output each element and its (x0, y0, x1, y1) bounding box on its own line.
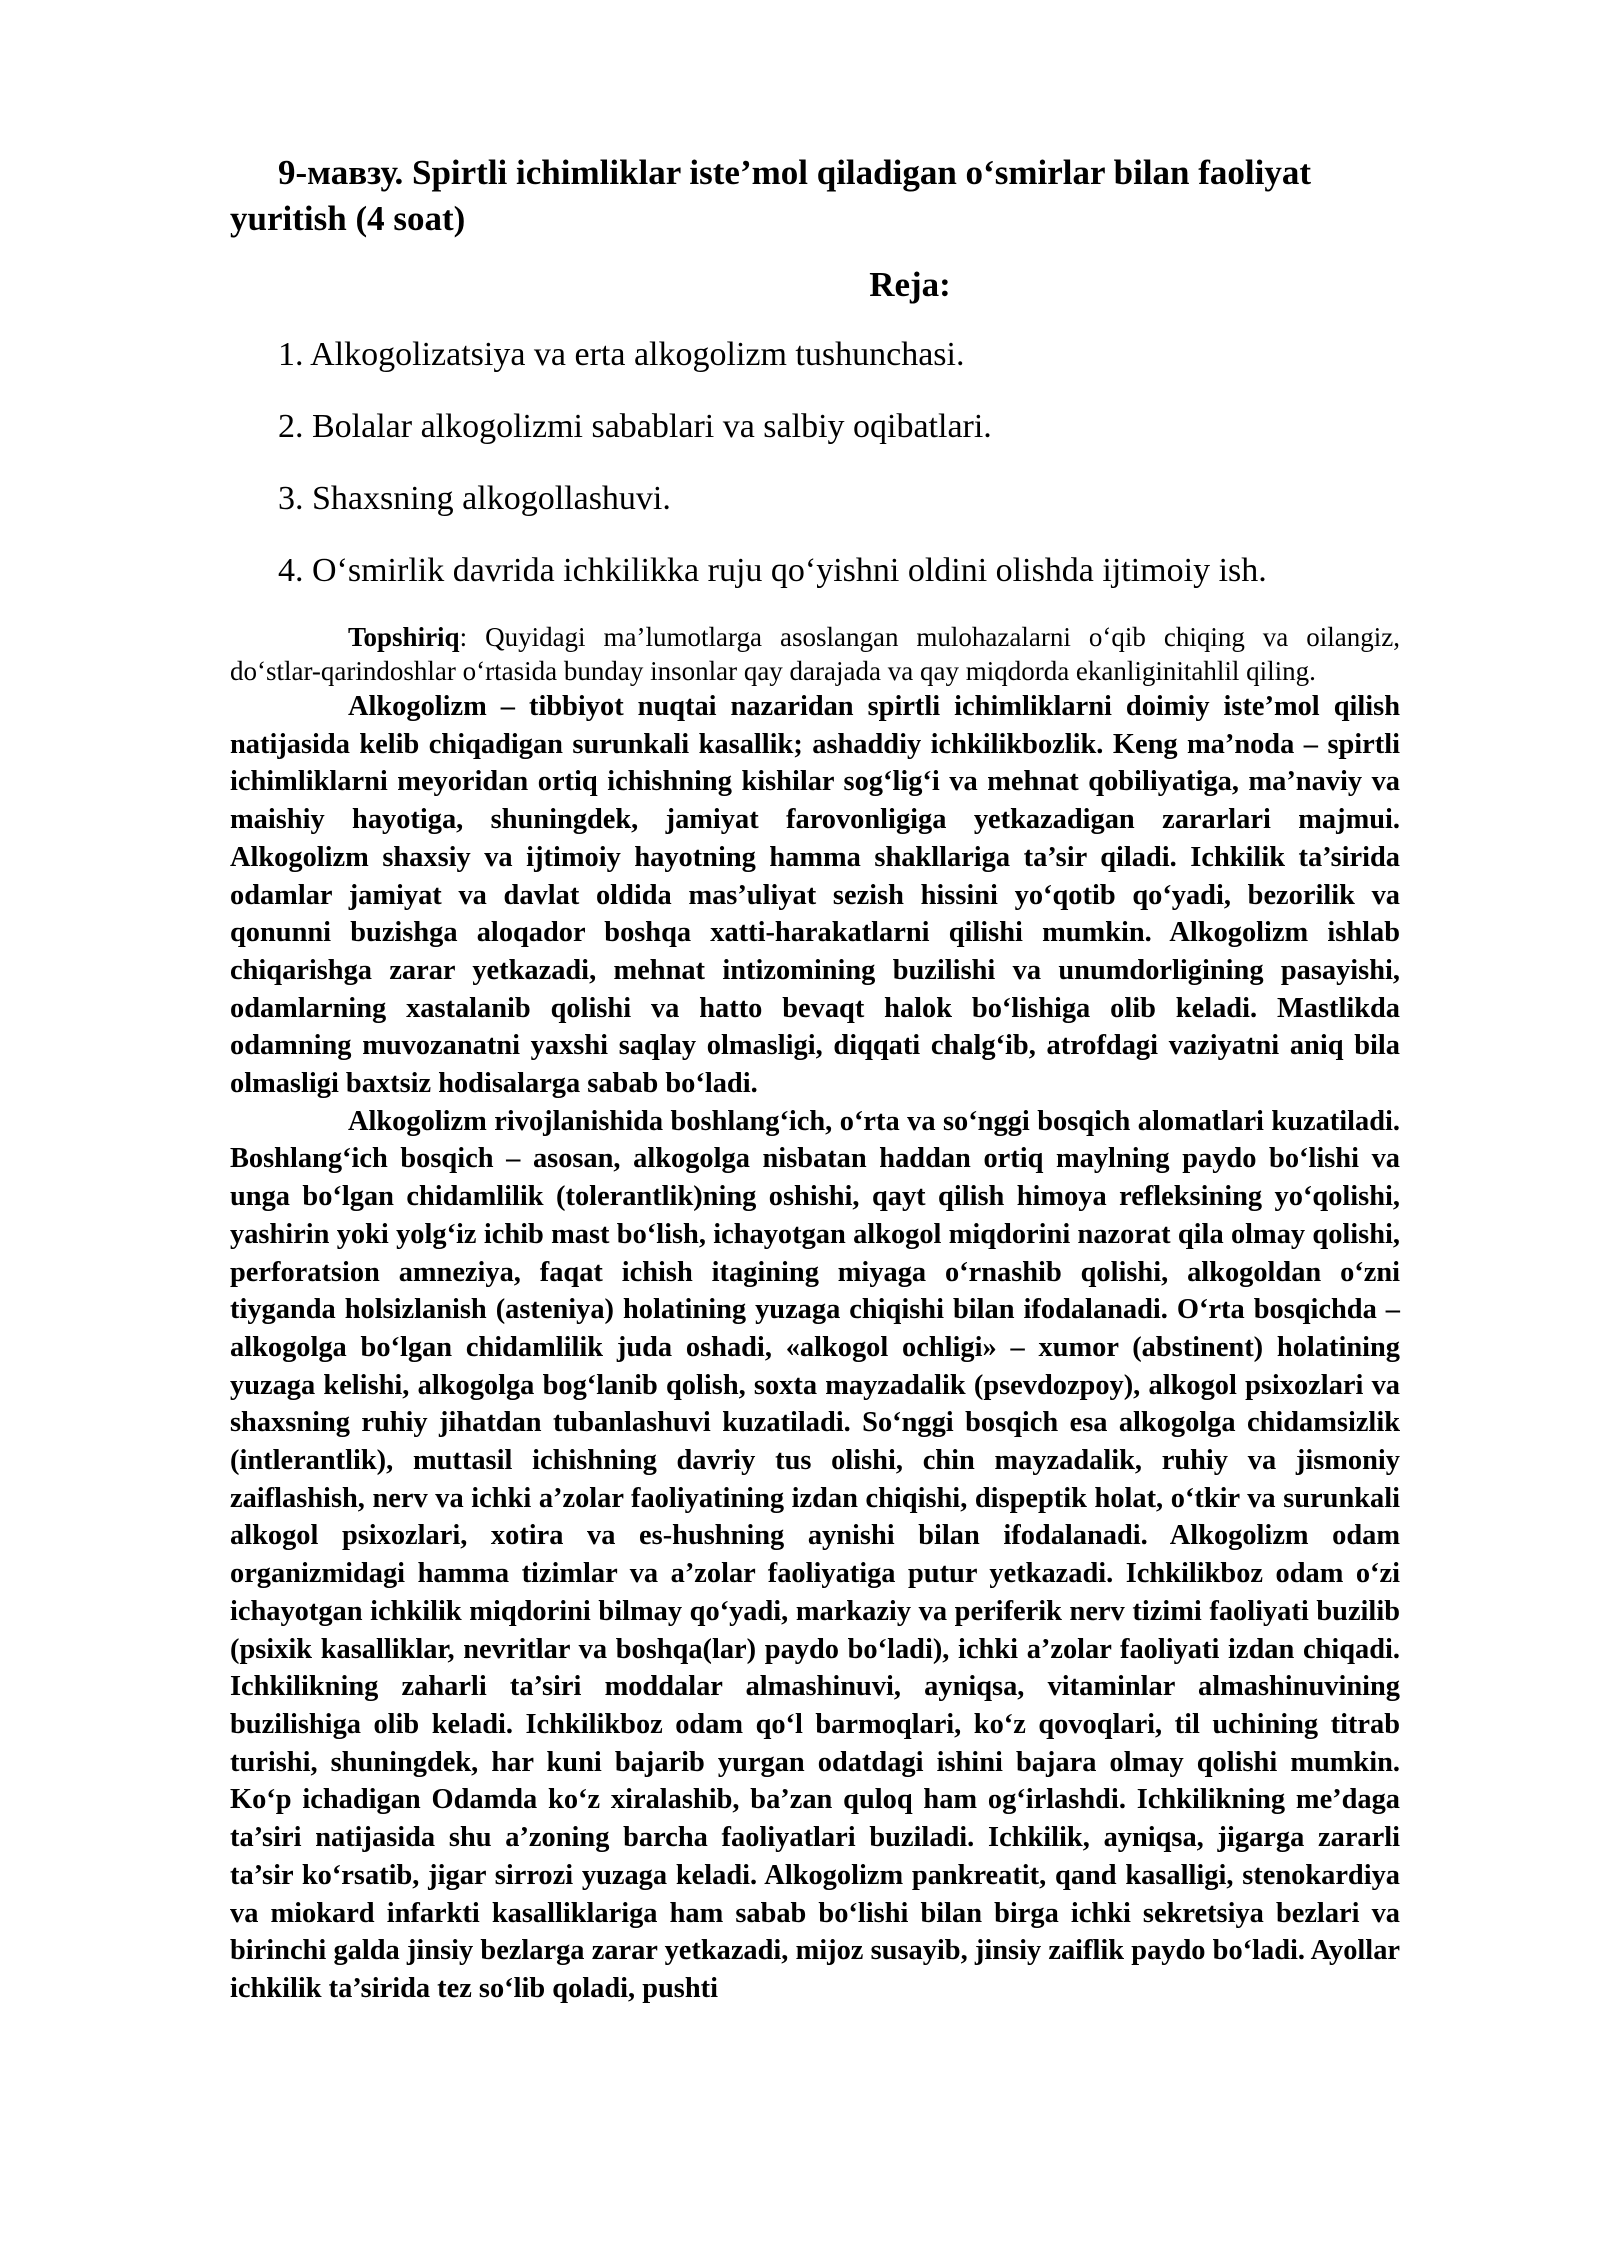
body-paragraph: Alkogolizm – tibbiyot nuqtai nazaridan spirtli ichimliklarni doimiy iste’mol qilish natijasida kelib chiqadigan surunkali kasallik; ashaddiy ichkilikbozlik. Keng ma’noda – spirtli ichimliklarni meyoridan ortiq ichishning kishilar sog‘lig‘i va mehnat qobiliyatiga, ma’naviy va maishiy hayotiga, shuningdek, jamiyat farovonligiga yetkazadigan zararlari majmui. Alkogolizm shaxsiy va ijtimoiy hayotning hamma shakllariga ta’sir qiladi. Ichkilik ta’sirida odamlar jamiyat va davlat oldida mas’uliyat sezish hissini yo‘qotib qo‘yadi, bezorilik va qonunni buzishga aloqador boshqa xatti-harakatlarni qilishi mumkin. Alkogolizm ishlab chiqarishga zarar yetkazadi, mehnat intizomining buzilishi va unumdorligining pasayishi, odamlarning xastalanib qolishi va hatto bevaqt halok bo‘lishiga olib keladi. Mastlikda odamning muvozanatni yaxshi saqlay olmasligi, diqqati chalg‘ib, atrofdagi vaziyatni aniq bila olmasligi baxtsiz hodisalarga sabab bo‘ladi. (230, 691, 1400, 1100)
plan-item: 2. Bolalar alkogolizmi sabablari va salbiy oqibatlari. (278, 408, 992, 445)
task-text: : Quyidagi ma’lumotlarga asoslangan mulohazalarni o‘qib chiqing va oilangiz, do‘stlar-qarindoshlar o‘rtasida bunday insonlar qay darajada va qay miqdorda ekanliginitahlil qiling. (230, 622, 1400, 686)
plan-item: 3. Shaxsning alkogollashuvi. (278, 480, 671, 517)
body-paragraph: Alkogolizm rivojlanishida boshlang‘ich, o‘rta va so‘nggi bosqich alomatlari kuzatiladi. Boshlang‘ich bosqich – asosan, alkogolga nisbatan haddan ortiq maylning paydo bo‘lishi va unga bo‘lgan chidamlilik (tolerantlik)ning oshishi, qayt qilish himoya refleksining yo‘qolishi, yashirin yoki yolg‘iz ichib mast bo‘lish, ichayotgan alkogol miqdorini nazorat qila olmay qolishi, perforatsion amneziya, faqat ichish itagining miyaga o‘rnashib qolishi, alkogoldan o‘zni tiyganda holsizlanish (asteniya) holatining yuzaga chiqishi bilan ifodalanadi. O‘rta bosqichda – alkogolga bo‘lgan chidamlilik juda oshadi, «alkogol ochligi» – xumor (abstinent) holatining yuzaga kelishi, alkogolga bog‘lanib qolish, soxta mayzadalik (psevdozpoy), alkogol psixozlari va shaxsning ruhiy jihatdan tubanlashuvi kuzatiladi. So‘nggi bosqich esa alkogolga chidamsizlik (intlerantlik), muttasil ichishning davriy tus olishi, chin mayzadalik, ruhiy va jismoniy zaiflashish, nerv va ichki a’zolar faoliyatining izdan chiqishi, dispeptik holat, o‘tkir va surunkali alkogol psixozlari, xotira va es-hushning aynishi bilan ifodalanadi. Alkogolizm odam organizmidagi hamma tizimlar va a’zolar faoliyatiga putur yetkazadi. Ichkilikboz odam o‘zi ichayotgan ichkilik miqdorini bilmay qo‘yadi, markaziy va periferik nerv tizimi faoliyati buzilib (psixik kasalliklar, nevritlar va boshqa(lar) paydo bo‘ladi), ichki a’zolar faoliyati izdan chiqadi. Ichkilikning zaharli ta’siri moddalar almashinuvi, ayniqsa, vitaminlar almashinuvining buzilishiga olib keladi. Ichkilikboz odam qo‘l barmoqlari, ko‘z qovoqlari, til uchining titrab turishi, shuningdek, har kuni bajarib yurgan odatdagi ishini bajara olmay qolishi mumkin. Ko‘p ichadigan Odamda ko‘z xiralashib, ba’zan quloq ham og‘irlashdi. Ichkilikning me’daga ta’siri natijasida shu a’zoning barcha faoliyatlari buziladi. Ichkilik, ayniqsa, jigarga zararli ta’sir ko‘rsatib, jigar sirrozi yuzaga keladi. Alkogolizm pankreatit, qand kasalligi, stenokardiya va miokard infarkti kasalliklariga ham sabab bo‘lishi bilan birga ichki sekretsiya bezlari va birinchi galda jinsiy bezlarga zarar yetkazadi, mijoz susayib, jinsiy zaiflik paydo bo‘ladi. Ayollar ichkilik ta’sirida tez so‘lib qoladi, pushti (230, 1105, 1400, 2004)
document-title: 9-мавзу. Spirtli ichimliklar iste’mol qiladigan o‘smirlar bilan faoliyat yuritish (4 soat) (230, 153, 1312, 238)
task-paragraph (230, 620, 1400, 688)
task-label: Topshiriq (348, 622, 460, 652)
plan-heading: Reja: (869, 265, 951, 304)
plan-list (230, 332, 1400, 594)
plan-item: 1. Alkogolizatsiya va erta alkogolizm tushunchasi. (278, 336, 965, 373)
plan-item: 4. O‘smirlik davrida ichkilikka ruju qo‘yishni oldini olishda ijtimoiy ish. (278, 552, 1267, 589)
document-page (230, 150, 1400, 2008)
